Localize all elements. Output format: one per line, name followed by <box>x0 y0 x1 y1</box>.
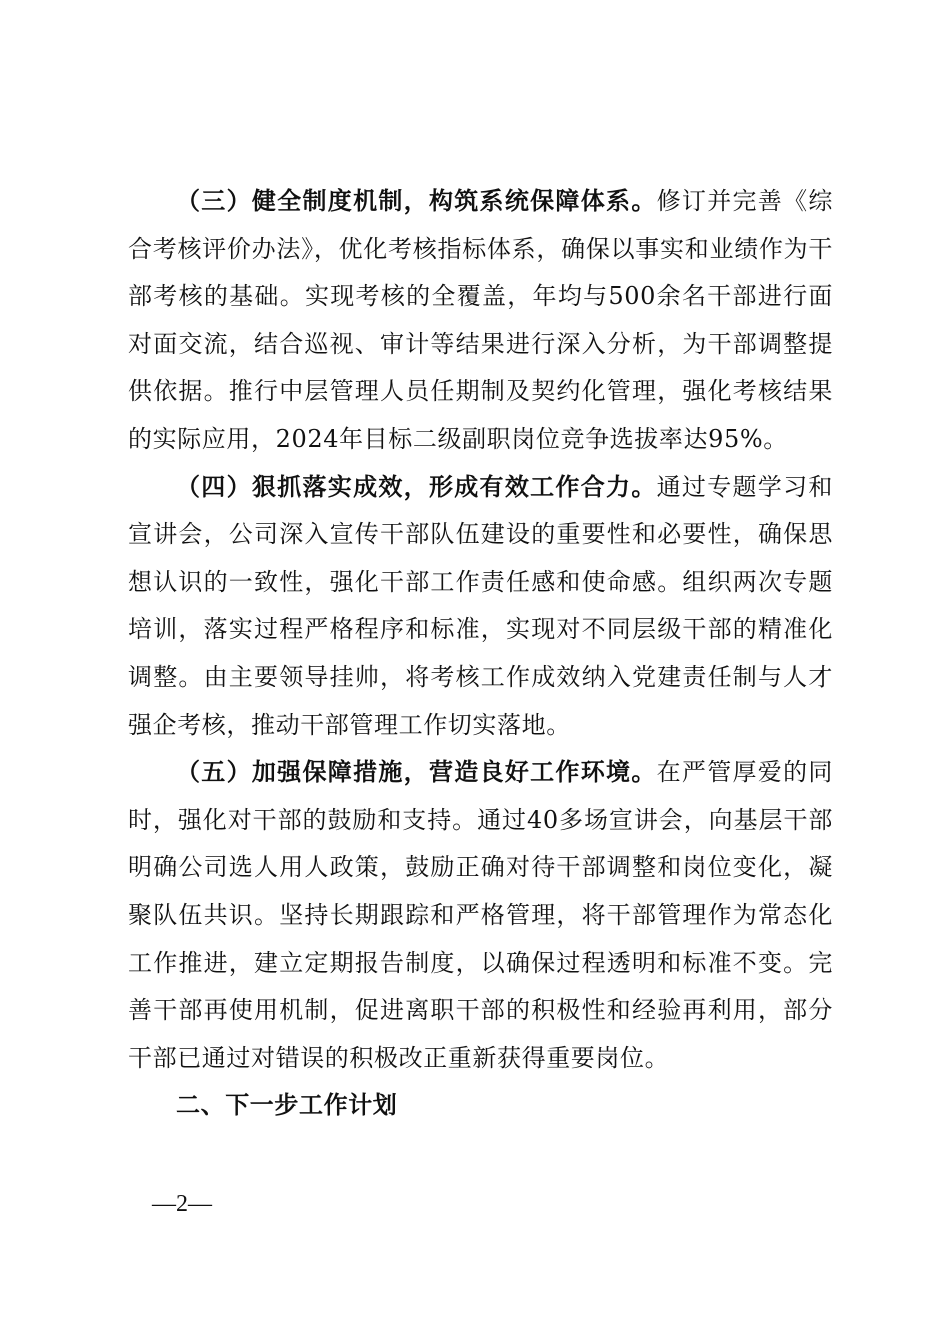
paragraph-text: 修订并完善《综合考核评价办法》，优化考核指标体系，确保以事实和业绩作为干部考核的基础。实现考核的全覆盖，年均与500余名干部进行面对面交流，结合巡视、审计等结果进行深入分析，为干部调整提供依据。推行中层管理人员任期制及契约化管理，强化考核结果的实际应用，2024年目标二级副职岗位竞争选拔率达95%。 <box>128 187 833 453</box>
paragraph-text: 在严管厚爱的同时，强化对干部的鼓励和支持。通过40多场宣讲会，向基层干部明确公司选人用人政策，鼓励正确对待干部调整和岗位变化，凝聚队伍共识。坚持长期跟踪和严格管理，将干部管理作为常态化工作推进，建立定期报告制度，以确保过程透明和标准不变。完善干部再使用机制，促进离职干部的积极性和经验再利用，部分干部已通过对错误的积极改正重新获得重要岗位。 <box>128 758 833 1072</box>
paragraph-lead: （四）狠抓落实成效，形成有效工作合力。 <box>176 472 657 501</box>
paragraph-implementation-results <box>128 464 833 750</box>
page-number: —2— <box>152 1191 212 1217</box>
paragraph-lead: （三）健全制度机制，构筑系统保障体系。 <box>176 187 657 215</box>
paragraph-institutional-mechanism <box>128 178 833 464</box>
document-body <box>128 178 833 1130</box>
paragraph-support-measures <box>128 749 833 1082</box>
section-heading: 二、下一步工作计划 <box>176 1091 398 1120</box>
paragraph-lead: （五）加强保障措施，营造良好工作环境。 <box>176 758 657 787</box>
paragraph-text: 通过专题学习和宣讲会，公司深入宣传干部队伍建设的重要性和必要性，确保思想认识的一致性，强化干部工作责任感和使命感。组织两次专题培训，落实过程严格程序和标准，实现对不同层级干部的精准化调整。由主要领导挂帅，将考核工作成效纳入党建责任制与人才强企考核，推动干部管理工作切实落地。 <box>128 472 833 739</box>
